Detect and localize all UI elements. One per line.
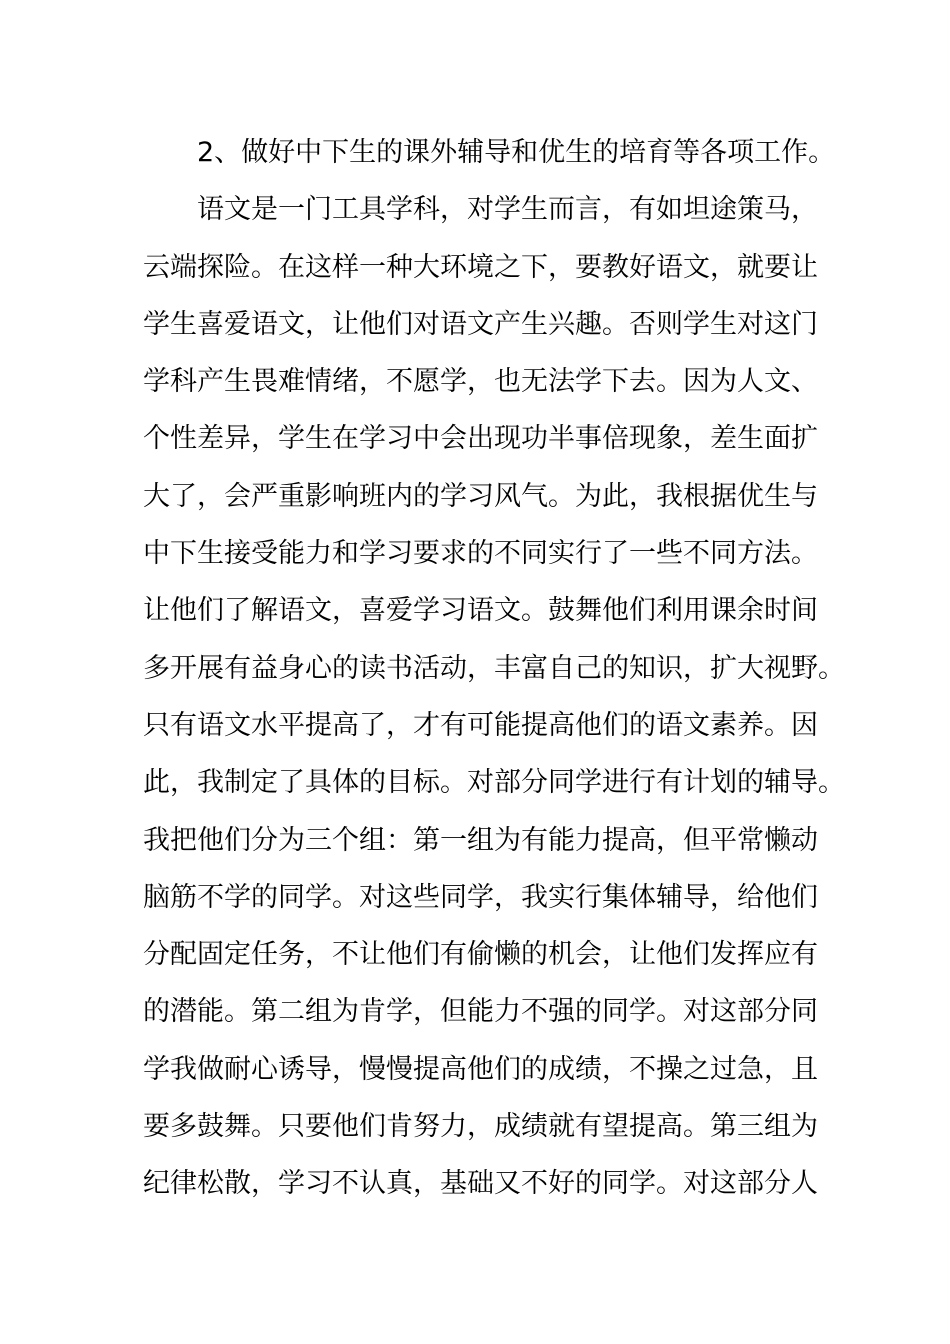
body-text <box>143 124 845 1213</box>
paragraph-line: 脑筋不学的同学。对这些同学，我实行集体辅导，给他们 <box>143 881 818 913</box>
paragraph-line: 大了，会严重影响班内的学习风气。为此，我根据优生与 <box>143 480 818 512</box>
paragraph-line: 只有语文水平提高了，才有可能提高他们的语文素养。因 <box>143 709 818 741</box>
section-heading: 2、做好中下生的课外辅导和优生的培育等各项工作。 <box>197 137 836 168</box>
paragraph-line: 我把他们分为三个组：第一组为有能力提高，但平常懒动 <box>143 824 818 856</box>
paragraph-line: 云端探险。在这样一种大环境之下，要教好语文，就要让 <box>143 251 818 283</box>
paragraph-line: 分配固定任务，不让他们有偷懒的机会，让他们发挥应有 <box>143 939 818 971</box>
paragraph-line: 中下生接受能力和学习要求的不同实行了一些不同方法。 <box>143 538 818 570</box>
paragraph-line: 让他们了解语文，喜爱学习语文。鼓舞他们利用课余时间 <box>143 595 818 627</box>
paragraph-line: 的潜能。第二组为肯学，但能力不强的同学。对这部分同 <box>143 996 818 1028</box>
paragraph-line: 学科产生畏难情绪，不愿学，也无法学下去。因为人文、 <box>143 366 818 398</box>
paragraph-line: 纪律松散，学习不认真，基础又不好的同学。对这部分人 <box>143 1168 818 1200</box>
paragraph-line: 学生喜爱语文，让他们对语文产生兴趣。否则学生对这门 <box>143 308 818 340</box>
paragraph-line: 语文是一门工具学科，对学生而言，有如坦途策马， <box>197 194 818 226</box>
paragraph-line: 多开展有益身心的读书活动，丰富自己的知识，扩大视野。 <box>143 652 845 684</box>
paragraph-line: 此，我制定了具体的目标。对部分同学进行有计划的辅导。 <box>143 767 845 799</box>
paragraph-line: 要多鼓舞。只要他们肯努力，成绩就有望提高。第三组为 <box>143 1111 818 1143</box>
paragraph-line: 学我做耐心诱导，慢慢提高他们的成绩，不操之过急，且 <box>143 1053 818 1085</box>
paragraph-line: 个性差异，学生在学习中会出现功半事倍现象，差生面扩 <box>143 423 818 455</box>
